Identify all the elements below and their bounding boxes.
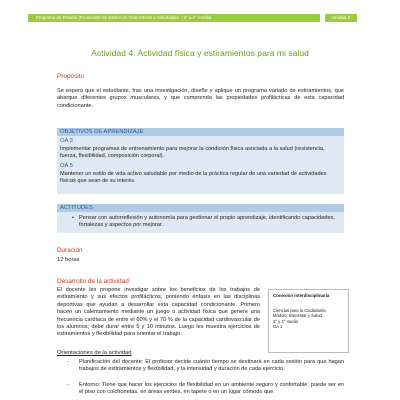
duracion-value: 12 horas <box>57 257 80 263</box>
oa-text: Mantener un estilo de vida activo saludable por medio de la práctica regular de una variedad de actividades físicas que sean de su interés. <box>60 171 327 185</box>
duracion-heading: Duración <box>57 247 83 254</box>
conexion-box <box>268 289 349 353</box>
orientaciones-heading: Orientaciones de la actividad <box>57 350 132 356</box>
actitudes-panel <box>57 204 344 233</box>
dash-bullet: - <box>67 359 69 365</box>
actitud-item: Pensar con autorreflexión y autonomía para gestionar el propio aprendizaje, identificando capacidades, fortalezas y aspectos por mejorar. <box>79 215 335 229</box>
conexion-line: OA 1 <box>273 324 283 330</box>
orientacion-item: Entorno: Tiene que hacer los ejercicios de flexibilidad en un ambiente seguro y confortable; puede ser en el piso con colchonetas, en áreas verdes, en tapete o en un lugar cómodo que <box>79 382 344 396</box>
page-header <box>28 14 378 22</box>
dash-bullet: - <box>67 382 69 388</box>
oa-text: Implementar programas de entrenamiento para mejorar la condición física asociada a la salud (resistencia, fuerza, flexibilidad, composición corporal). <box>60 146 325 160</box>
objetivos-panel <box>57 128 344 194</box>
proposito-heading: Propósito <box>57 73 84 80</box>
header-bar <box>28 14 320 22</box>
desarrollo-heading: Desarrollo de la actividad <box>57 278 129 285</box>
conexion-line: Ciencias para la Ciudadanía <box>273 308 326 313</box>
actitudes-panel-header <box>57 204 344 212</box>
conexion-title: Conexión interdisciplinaria <box>273 293 330 298</box>
oa-label: OA 3 <box>60 138 73 144</box>
desarrollo-text: El docente les propone investigar sobre los beneficios de los trabajos de estiramiento y sus efectos profilácticos, poniendo énfasis en las disciplinas deportivas que ayudan a desarrollar esta capacidad condicionante. Primero hacen un calentamiento mediante un juego o actividad física que genere una frecuencia cardíaca de entre el 60% y el 70 % de la capacidad cardiovascular de los alumnos; debe durar entre 5 y 10 minutos. Luego les muestra ejercicios de estiramientos y flexibilidad para orientar el trabajo. <box>57 287 260 338</box>
objetivos-panel-header <box>57 128 344 136</box>
proposito-text: Se espera que el estudiante, tras una investigación, diseñe y aplique un programa variado de estiramientos, que abarque diferentes grupos musculares, y que comprenda las propiedades profilácticas de esta capacidad condicionante. <box>57 88 344 109</box>
unit-badge: Unidad 2 <box>325 14 357 22</box>
actitudes-heading: ACTITUDES <box>60 205 93 211</box>
conexion-body <box>273 308 345 330</box>
oa-label: OA 5 <box>60 163 73 169</box>
bullet-icon: • <box>72 215 74 221</box>
objetivos-heading: OBJETIVOS DE APRENDIZAJE <box>60 129 144 135</box>
conexion-line: 3° y 4° medio <box>273 318 298 324</box>
program-name: Programa de Estudio (Promoción de Estilos de Vida Activos y Saludables – 3° a 4° medio) <box>36 15 212 20</box>
conexion-line: Módulo: Bienestar y Salud <box>273 313 322 319</box>
activity-title: Actividad 4: Actividad física y estiramientos para mi salud <box>91 48 309 58</box>
orientacion-item: Planificación del docente: El profesor decide cuánto tiempo se destinará en cada sesión para que hagan trabajos de estiramientos y flexibilidad, y la intensidad y duración de cada ejercicio. <box>79 359 344 373</box>
